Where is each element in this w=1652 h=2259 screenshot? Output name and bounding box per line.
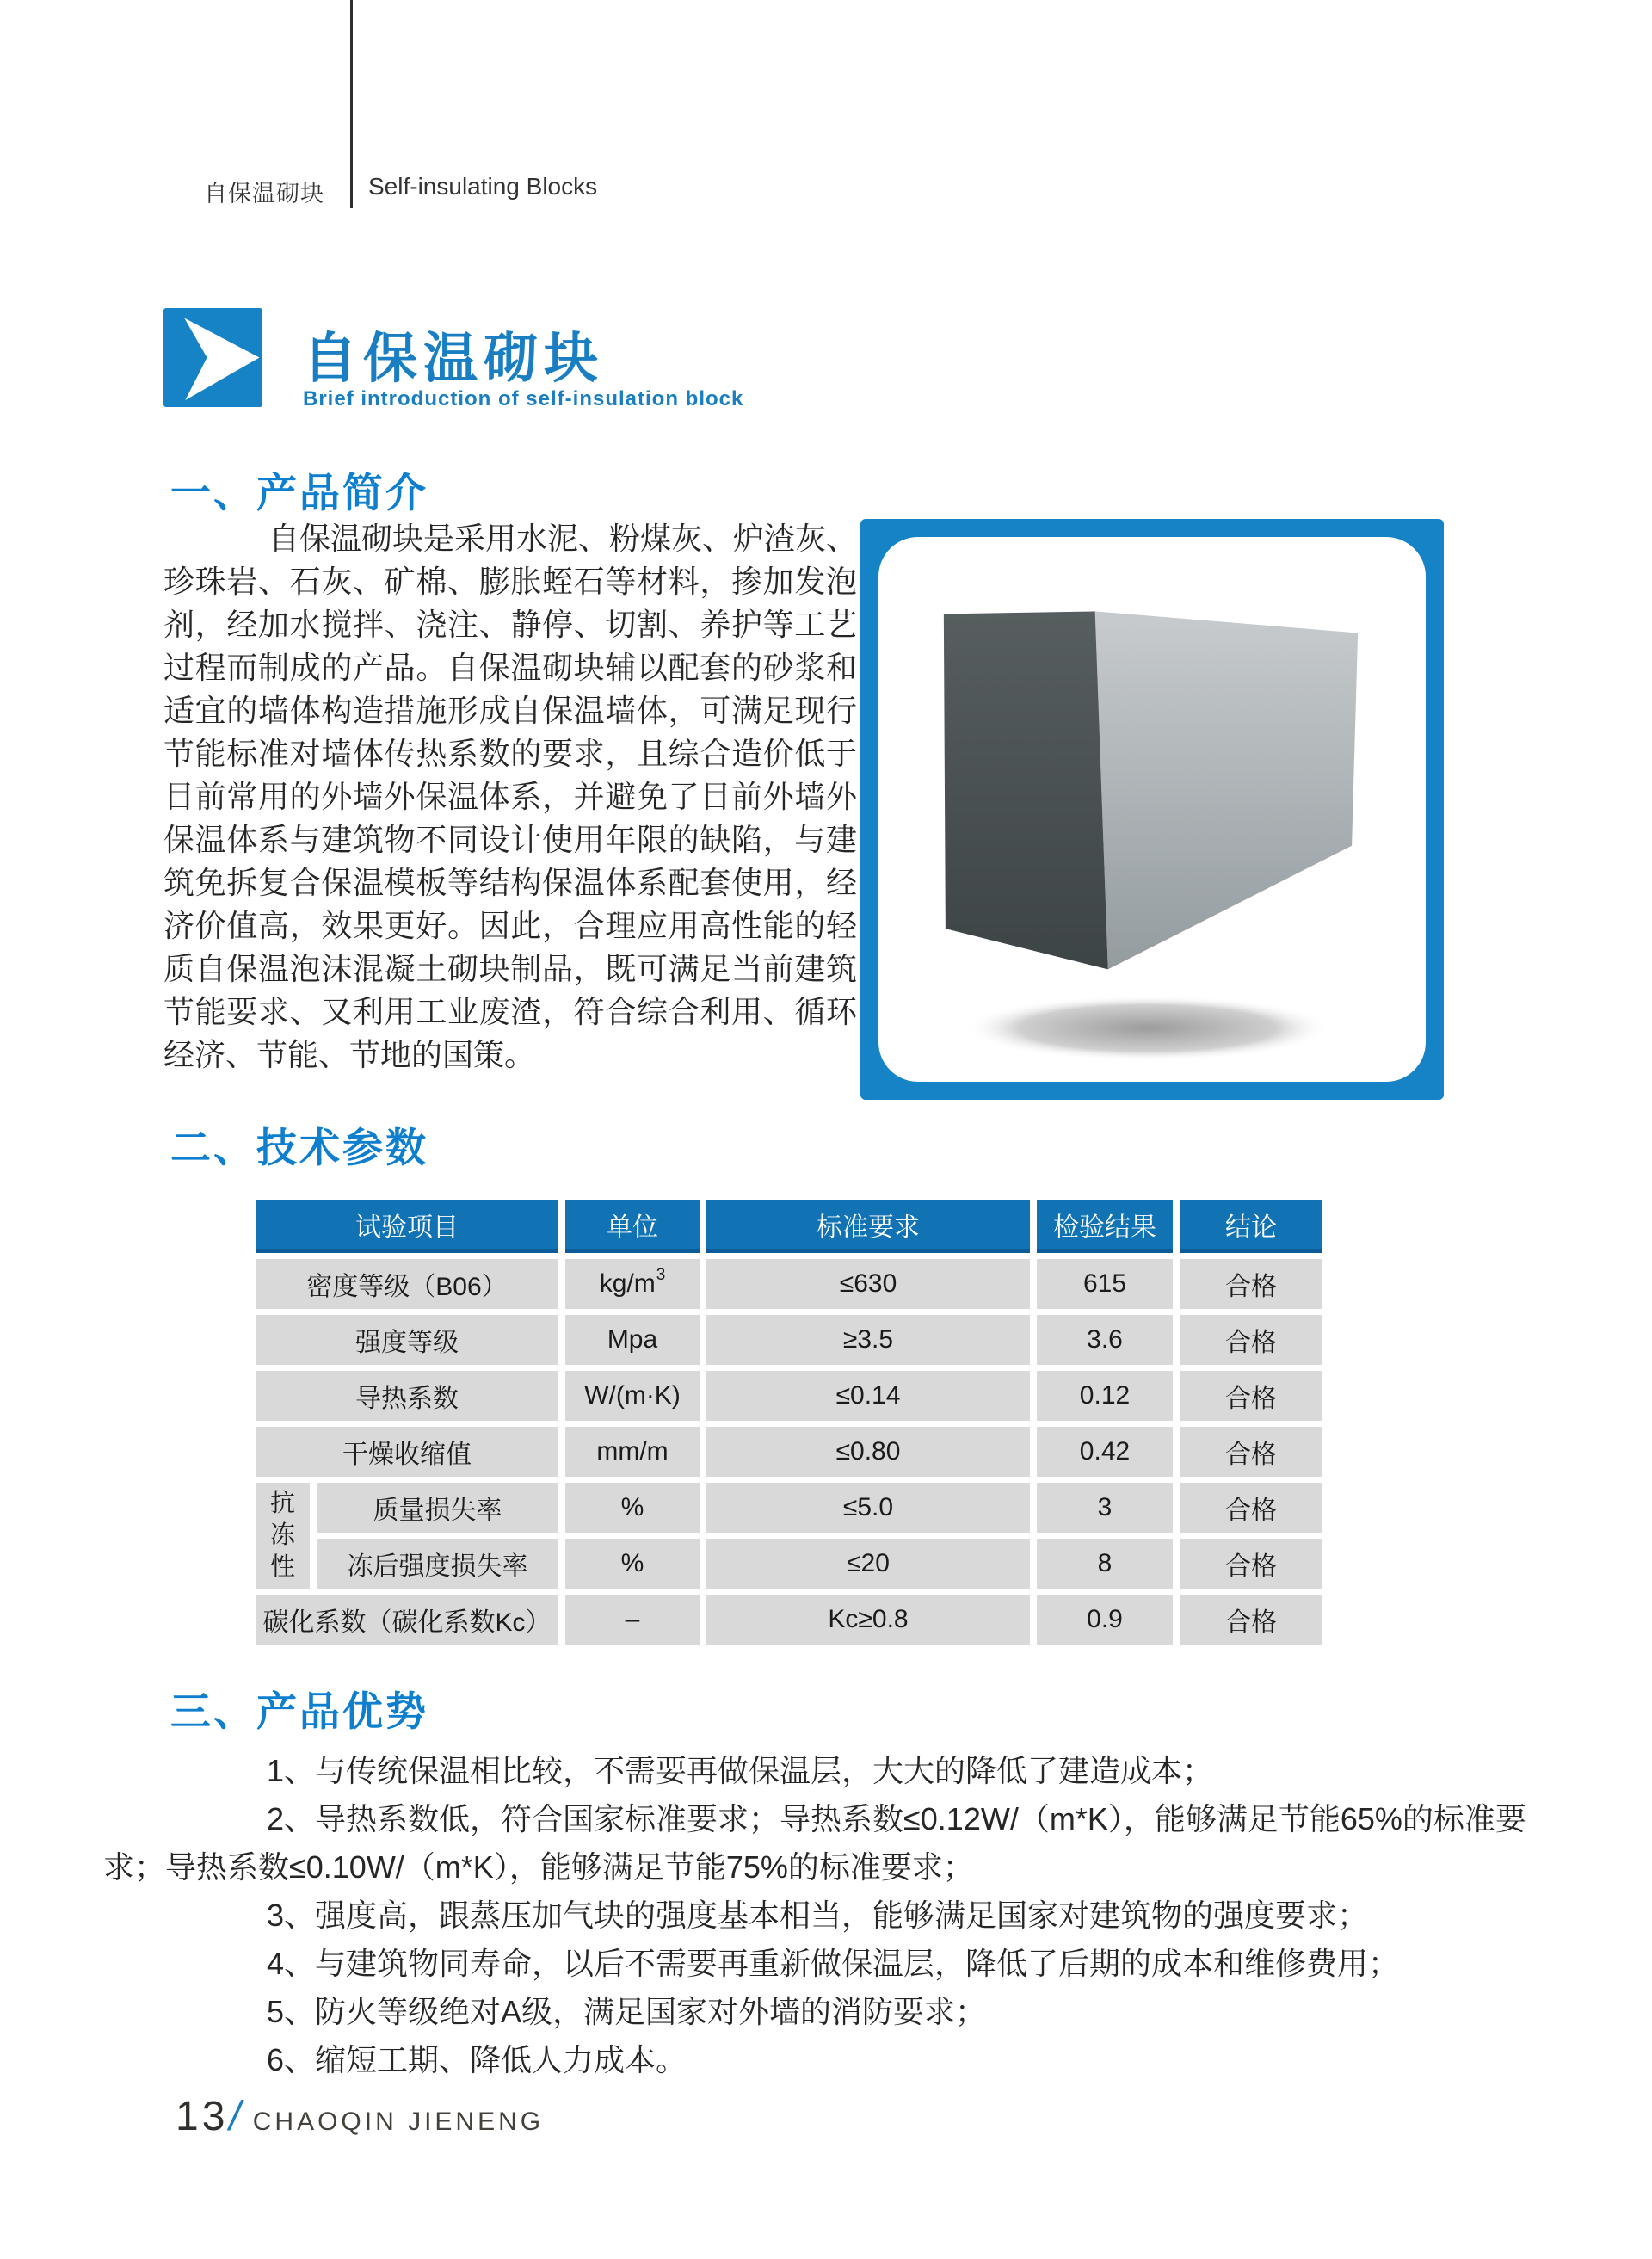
advantage-item: 5、防火等级绝对A级，满足国家对外墙的消防要求； <box>267 1994 987 2029</box>
table-cell-unit: Mpa <box>565 1315 700 1365</box>
table-cell-standard: ≤5.0 <box>706 1483 1030 1533</box>
logo-title: 自保温砌块 <box>303 329 604 389</box>
table-cell-item: 干燥收缩值 <box>256 1427 558 1477</box>
table-cell-conclusion: 合格 <box>1180 1483 1322 1533</box>
table-cell-conclusion: 合格 <box>1180 1539 1322 1589</box>
intro-paragraph: 自保温砌块是采用水泥、粉煤灰、炉渣灰、珍珠岩、石灰、矿棉、膨胀蛭石等材料，掺加发泡剂，经加水搅拌、浇注、静停、切割、养护等工艺过程而制成的产品。自保温砌块辅以配套的砂浆和适宜的墙体构造措施形成自保温墙体，可满足现行节能标准对墙体传热系数的要求，且综合造价低于目前常用的外墙外保温体系，并避免了目前外墙外保温体系与建筑物不同设计使用年限的缺陷，与建筑免拆复合保温模板等结构保温体系配套使用，经济价值高，效果更好。因此，合理应用高性能的轻质自保温泡沫混凝土砌块制品，既可满足当前建筑节能要求、又利用工业废渣，符合综合利用、循环经济、节能、节地的国策。 <box>163 521 858 1072</box>
table-header-result: 检验结果 <box>1037 1200 1173 1253</box>
block-side-face <box>1095 611 1358 969</box>
logo-subtitle: Brief introduction of self-insulation block <box>303 387 744 410</box>
table-cell-result: 8 <box>1037 1539 1173 1589</box>
unit-superscript: 3 <box>656 1266 666 1284</box>
table-cell-unit: W/(m·K) <box>565 1371 700 1421</box>
page-footer <box>176 2093 544 2140</box>
advantages-list <box>103 1747 1559 2084</box>
advantage-item: 6、缩短工期、降低人力成本。 <box>267 2042 687 2077</box>
advantage-item: 3、强度高，跟蒸压加气块的强度基本相当，能够满足国家对建筑物的强度要求； <box>267 1898 1369 1933</box>
table-cell-item: 质量损失率 <box>317 1483 558 1533</box>
section-heading-advantages: 三、产品优势 <box>170 1690 428 1735</box>
table-cell-standard: ≤0.14 <box>706 1371 1030 1421</box>
table-cell-item: 密度等级（B06） <box>256 1259 558 1309</box>
product-image-frame <box>860 519 1444 1100</box>
table-cell-result: 0.42 <box>1037 1427 1173 1477</box>
doc-header-title-zh: 自保温砌块 <box>204 181 324 207</box>
table-header-unit: 单位 <box>565 1200 700 1253</box>
table-cell-unit: mm/m <box>565 1427 700 1477</box>
table-cell-unit: % <box>565 1483 700 1533</box>
table-cell-result: 3 <box>1037 1483 1173 1533</box>
table-cell-standard: Kc≥0.8 <box>706 1595 1030 1645</box>
table-cell-standard: ≥3.5 <box>706 1315 1030 1365</box>
doc-header-title-en: Self-insulating Blocks <box>368 173 598 200</box>
unit-base: kg/m <box>599 1269 656 1298</box>
table-cell-item: 强度等级 <box>256 1315 558 1365</box>
freeze-group-label: 抗冻性 <box>269 1490 295 1581</box>
footer-slash: / <box>229 2094 241 2139</box>
table-cell-item: 导热系数 <box>256 1371 558 1421</box>
advantage-item: 2、导热系数低，符合国家标准要求；导热系数≤0.12W/（m*K），能够满足节能65%的标准要求；导热系数≤0.10W/（m*K），能够满足节能75%的标准要求； <box>103 1801 1526 1885</box>
table-cell-unit: % <box>565 1539 700 1589</box>
header-vertical-rule <box>350 0 353 208</box>
table-cell-item: 碳化系数（碳化系数Kc） <box>256 1595 558 1645</box>
table-cell-result: 0.9 <box>1037 1595 1173 1645</box>
table-cell-unit <box>565 1259 700 1309</box>
table-cell-unit: – <box>565 1595 700 1645</box>
table-cell-result: 3.6 <box>1037 1315 1173 1365</box>
table-cell-conclusion: 合格 <box>1180 1259 1322 1309</box>
table-header-standard: 标准要求 <box>706 1200 1030 1253</box>
table-cell-conclusion: 合格 <box>1180 1595 1322 1645</box>
arrow-right-icon <box>163 308 262 407</box>
table-cell-conclusion: 合格 <box>1180 1371 1322 1421</box>
table-cell-freeze-group <box>256 1483 310 1589</box>
section-heading-params: 二、技术参数 <box>170 1126 428 1171</box>
section-heading-intro: 一、产品简介 <box>170 472 428 516</box>
table-cell-conclusion: 合格 <box>1180 1427 1322 1477</box>
table-cell-standard: ≤0.80 <box>706 1427 1030 1477</box>
table-cell-result: 0.12 <box>1037 1371 1173 1421</box>
tech-params-table <box>256 1200 1322 1645</box>
product-image <box>878 537 1426 1082</box>
block-front-face <box>944 611 1108 969</box>
advantage-item: 4、与建筑物同寿命，以后不需要再重新做保温层，降低了后期的成本和维修费用； <box>267 1946 1400 1981</box>
table-header-item: 试验项目 <box>256 1200 558 1253</box>
table-cell-standard: ≤630 <box>706 1259 1030 1309</box>
table-header-conclusion: 结论 <box>1180 1200 1322 1253</box>
footer-brand: CHAOQIN JIENENG <box>252 2108 545 2136</box>
table-cell-standard: ≤20 <box>706 1539 1030 1589</box>
page-number: 13 <box>176 2094 229 2139</box>
block-shadow <box>965 996 1331 1061</box>
table-cell-item: 冻后强度损失率 <box>317 1539 558 1589</box>
table-cell-conclusion: 合格 <box>1180 1315 1322 1365</box>
table-cell-result: 615 <box>1037 1259 1173 1309</box>
advantage-item: 1、与传统保温相比较，不需要再做保温层，大大的降低了建造成本； <box>267 1753 1214 1788</box>
